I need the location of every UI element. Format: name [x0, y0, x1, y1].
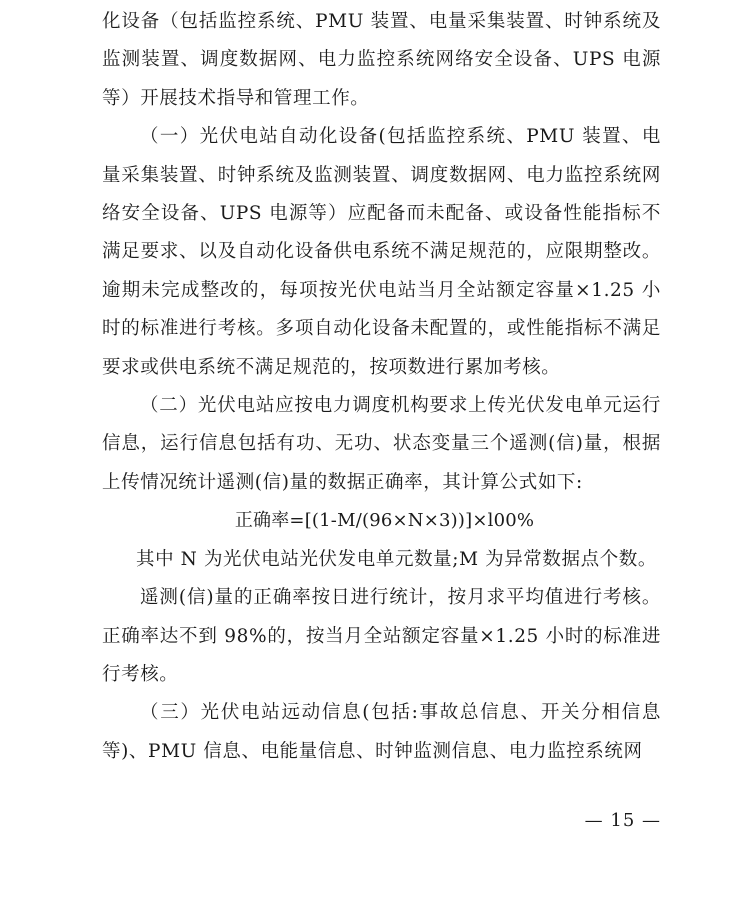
paragraph-section-two: （二）光伏电站应按电力调度机构要求上传光伏发电单元运行信息，运行信息包括有功、无功、状态变量三个遥测(信)量，根据上传情况统计遥测(信)量的数据正确率，其计算公式如下:: [102, 395, 661, 493]
paragraph-continuation: 化设备（包括监控系统、PMU 装置、电量采集装置、时钟系统及监测装置、调度数据网、电力监控系统网络安全设备、UPS 电源等）开展技术指导和管理工作。: [102, 11, 661, 109]
formula-accuracy-rate: 正确率=[(1-M/(96×N×3))]×l00%: [234, 510, 535, 532]
page-number: — 15 —: [584, 810, 661, 831]
paragraph-section-one: （一）光伏电站自动化设备(包括监控系统、PMU 装置、电量采集装置、时钟系统及监测装置、调度数据网、电力监控系统网络安全设备、UPS 电源等）应配备而未配备、或设备性能指标不满足要求、以及自动化设备供电系统不满足规范的，应限期整改。逾期未完成整改的，每项按光伏电站当月全站额定容量×1.25 小时的标准进行考核。多项自动化设备未配置的，或性能指标不满足要求或供电系统不满足规范的，按项数进行累加考核。: [102, 126, 661, 378]
paragraph-section-three: （三）光伏电站远动信息(包括:事故总信息、开关分相信息等)、PMU 信息、电能量信息、时钟监测信息、电力监控系统网: [102, 702, 661, 762]
paragraph-statistics-rule: 遥测(信)量的正确率按日进行统计，按月求平均值进行考核。正确率达不到 98%的，按当月全站额定容量×1.25 小时的标准进行考核。: [102, 587, 661, 685]
paragraph-formula-definitions: 其中 N 为光伏电站光伏发电单元数量;M 为异常数据点个数。: [136, 548, 658, 570]
